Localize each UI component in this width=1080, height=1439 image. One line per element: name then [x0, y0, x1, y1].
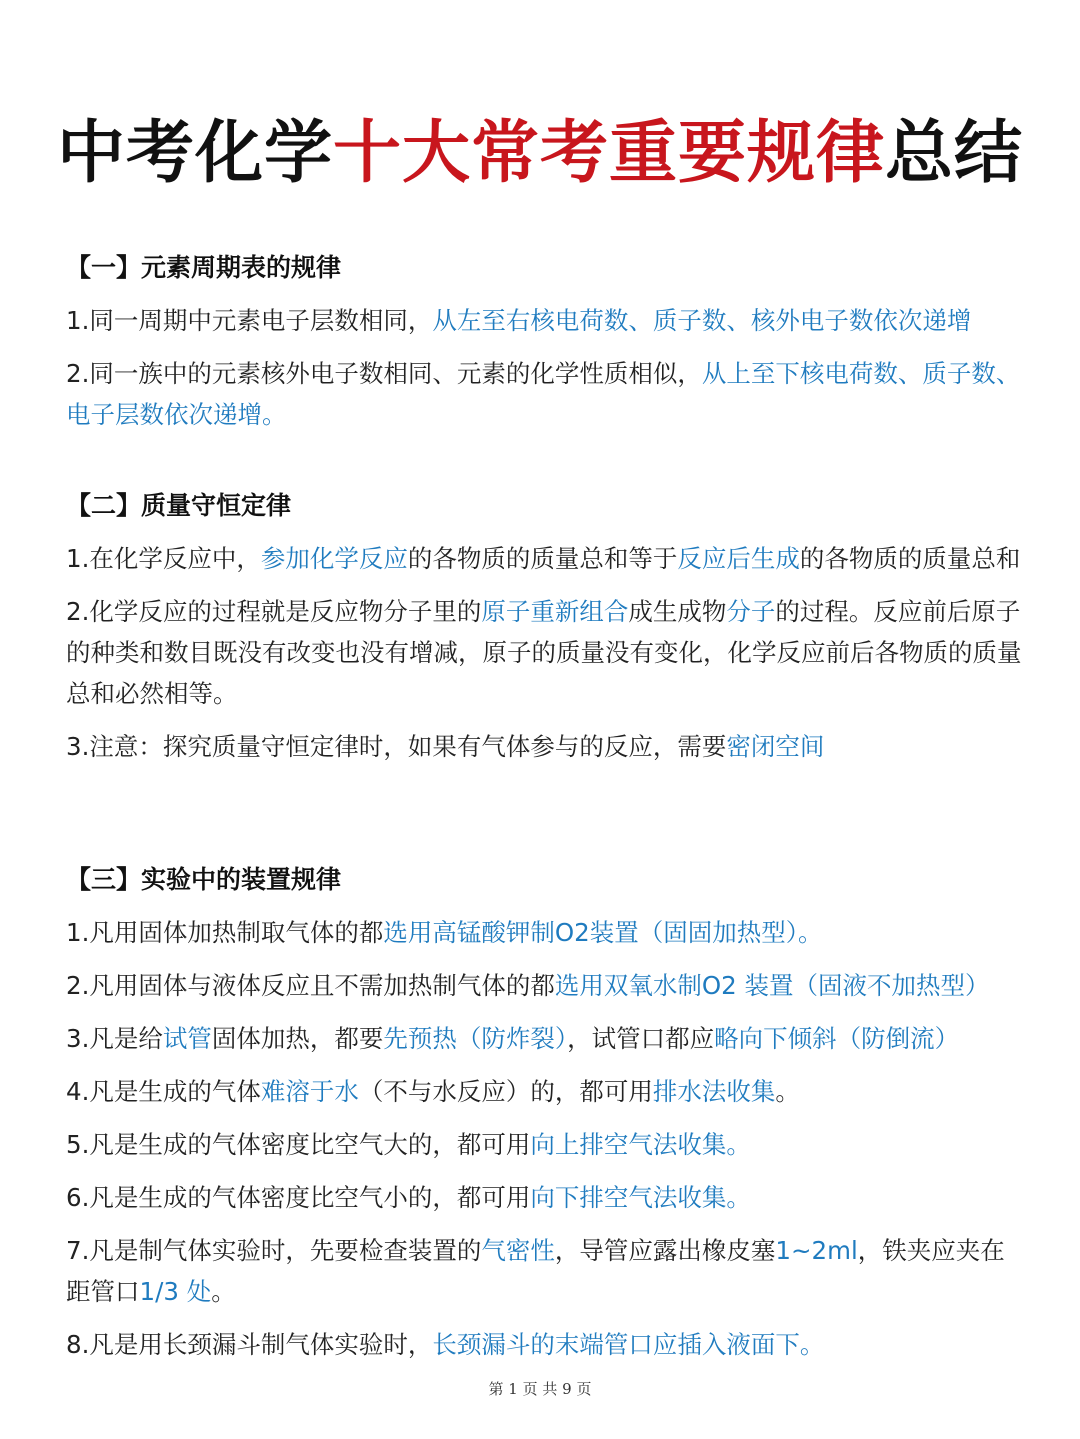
rule-text: （不与水反应）的，都可用	[358, 1077, 653, 1106]
page-footer: 第 1 页 共 9 页	[488, 1380, 592, 1398]
rule-item	[66, 1018, 1026, 1059]
rule-text: 1.凡用固体加热制取气体的都	[66, 918, 384, 947]
rule-item	[66, 300, 1026, 341]
highlighted-text: 排水法收集	[652, 1077, 776, 1106]
section-heading: 【三】实验中的装置规律	[66, 865, 342, 894]
highlighted-text: 难溶于水	[260, 1077, 359, 1106]
rule-text: 2.凡用固体与液体反应且不需加热制气体的都	[66, 971, 555, 1000]
rule-text: 6.凡是生成的气体密度比空气小的，都可用	[66, 1183, 531, 1212]
highlighted-text: 密闭空间	[726, 732, 825, 761]
highlighted-text: 选用高锰酸钾制O2装置（固固加热型）。	[383, 918, 823, 947]
rule-item	[66, 538, 1026, 579]
rule-item	[66, 912, 1026, 953]
rule-text: 2.化学反应的过程就是反应物分子里的	[66, 597, 482, 626]
highlighted-text: 向上排空气法收集。	[530, 1130, 751, 1159]
title-highlight: 十大常考重要规律	[332, 114, 885, 193]
rule-item	[66, 1177, 1026, 1218]
highlighted-text: 从上至下核电荷数、质子数、电子层数依次递增。	[66, 359, 1021, 429]
rule-text: 。	[211, 1277, 236, 1306]
rule-text: 2.同一族中的元素核外电子数相同、元素的化学性质相似，	[66, 359, 702, 388]
rule-text: 8.凡是用长颈漏斗制气体实验时，	[66, 1330, 433, 1359]
rule-text: 固体加热，都要	[211, 1024, 384, 1053]
highlighted-text: 分子	[726, 597, 776, 626]
rule-text: ，铁夹应夹在距管口	[66, 1236, 1005, 1306]
rule-text: 的各物质的质量总和	[799, 544, 1021, 573]
highlighted-text: 试管	[162, 1024, 212, 1053]
rule-text: 的各物质的质量总和等于	[407, 544, 678, 573]
rule-text: 的过程。反应前后原子的种类和数目既没有改变也没有增减，原子的质量没有变化，化学反应前后各物质的质量总和必然相等。	[66, 597, 1022, 708]
rule-text: 成生成物	[628, 597, 727, 626]
highlighted-text: 略向下倾斜（防倒流）	[714, 1024, 960, 1053]
section-heading: 【二】质量守恒定律	[66, 491, 292, 520]
rule-item	[66, 726, 1026, 767]
rule-text: 5.凡是生成的气体密度比空气大的，都可用	[66, 1130, 531, 1159]
rule-item	[66, 591, 1026, 714]
rule-item	[66, 965, 1026, 1006]
rule-text: 3.注意：探究质量守恒定律时，如果有气体参与的反应，需要	[66, 732, 727, 761]
section-mass-conservation	[66, 488, 1026, 779]
rule-item	[66, 1071, 1026, 1112]
highlighted-text: 向下排空气法收集。	[530, 1183, 751, 1212]
highlighted-text: 先预热（防炸裂）	[383, 1024, 568, 1053]
rule-item	[66, 1324, 1026, 1365]
rule-item	[66, 1124, 1026, 1165]
highlighted-text: 长颈漏斗的末端管口应插入液面下。	[432, 1330, 825, 1359]
title-suffix: 总结	[885, 114, 1024, 193]
highlighted-text: 参加化学反应	[260, 544, 408, 573]
rule-text: ，导管应露出橡皮塞	[554, 1236, 776, 1265]
rule-text: 3.凡是给	[66, 1024, 163, 1053]
highlighted-text: 选用双氧水制O2 装置（固液不加热型）	[554, 971, 990, 1000]
rule-item	[66, 1230, 1026, 1312]
highlighted-text: 反应后生成	[677, 544, 800, 573]
highlighted-text: 气密性	[481, 1236, 555, 1265]
section-apparatus-rules	[66, 862, 1026, 1377]
rule-text: ，试管口都应	[567, 1024, 715, 1053]
section-heading: 【一】元素周期表的规律	[66, 253, 342, 282]
page-title	[0, 112, 1080, 196]
highlighted-text: 原子重新组合	[481, 597, 629, 626]
rule-text: 1.同一周期中元素电子层数相同，	[66, 306, 433, 335]
title-prefix: 中考化学	[56, 114, 333, 193]
rule-text: 4.凡是生成的气体	[66, 1077, 261, 1106]
rule-text: 7.凡是制气体实验时，先要检查装置的	[66, 1236, 482, 1265]
highlighted-text: 1~2ml	[775, 1236, 858, 1265]
highlighted-text: 1/3 处	[139, 1277, 212, 1306]
section-periodic-table	[66, 250, 1026, 447]
rule-text: 。	[775, 1077, 800, 1106]
highlighted-text: 从左至右核电荷数、质子数、核外电子数依次递增	[432, 306, 972, 335]
rule-text: 1.在化学反应中，	[66, 544, 261, 573]
rule-item	[66, 353, 1026, 435]
